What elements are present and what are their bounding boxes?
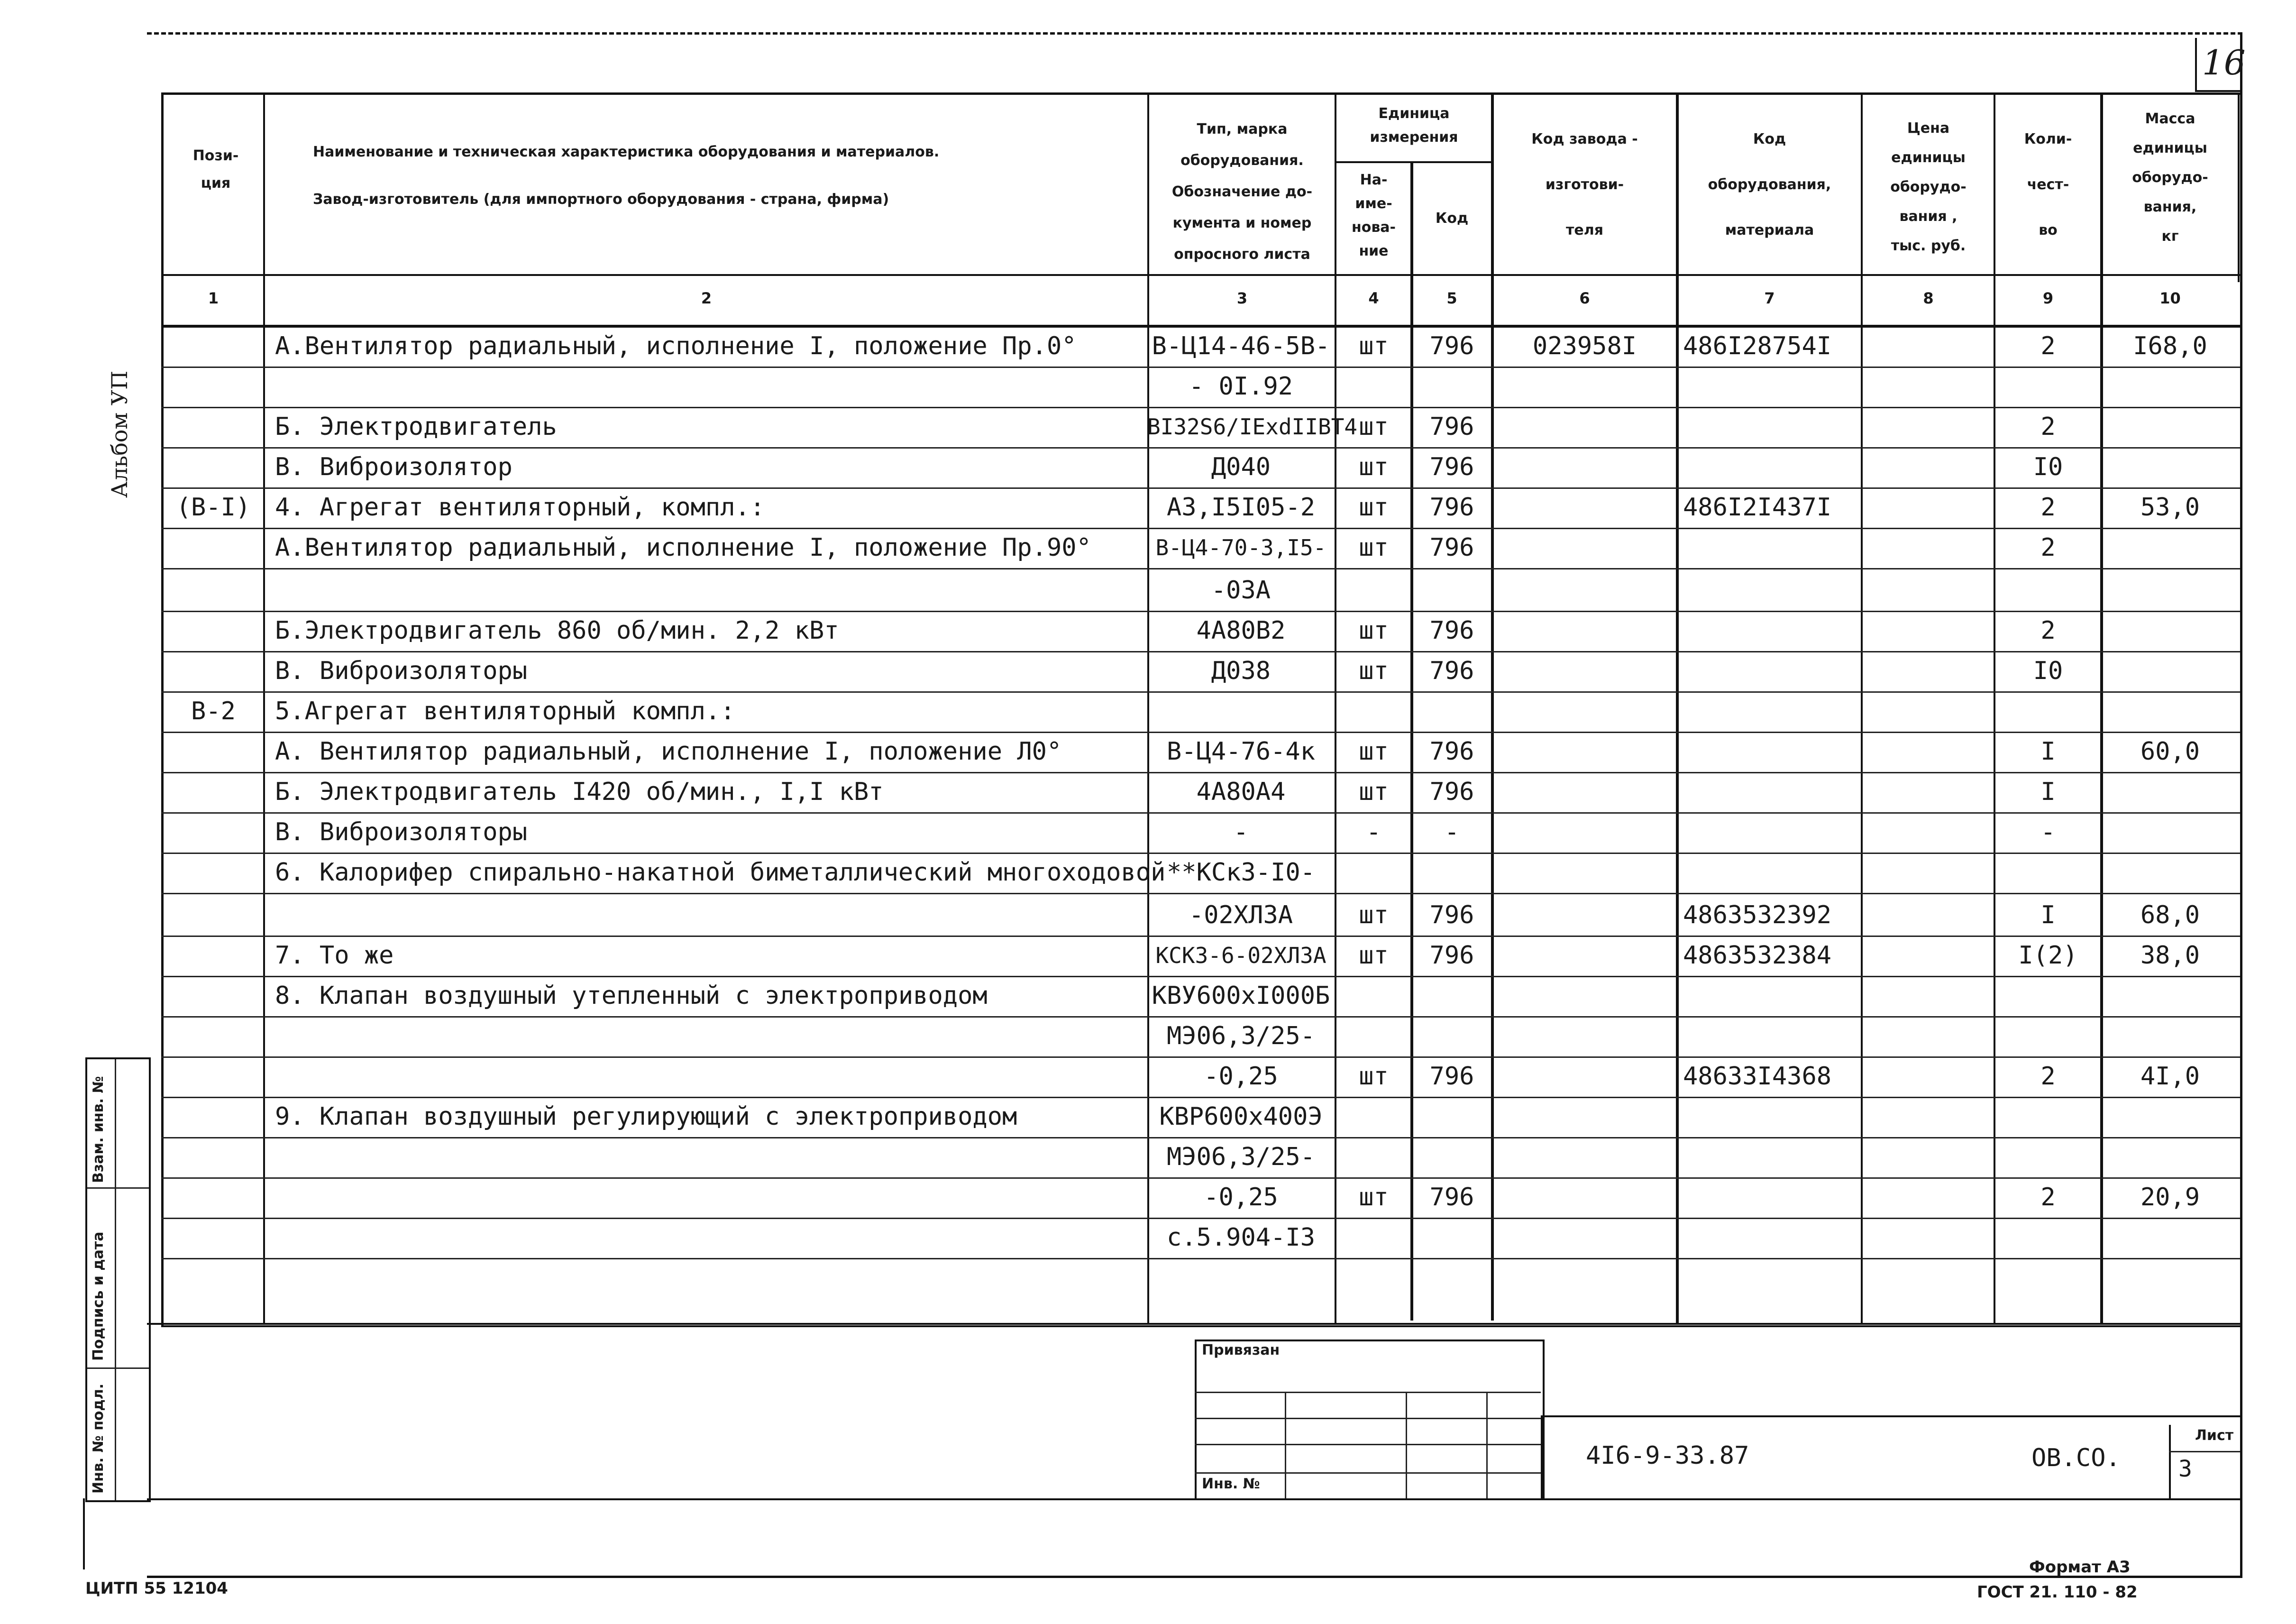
- cell-name: В. Виброизолятор: [275, 453, 512, 481]
- footer-format: Формат А3: [2029, 1558, 2131, 1577]
- cell-qty: I: [2040, 901, 2056, 929]
- cell-unit: шт: [1359, 778, 1389, 806]
- cell-plant: 023958I: [1532, 332, 1637, 360]
- cell-name: Б. Электродвигатель: [275, 413, 557, 441]
- cell-mass: 53,0: [2140, 493, 2200, 522]
- cell-equip: 486I28754I: [1683, 332, 1832, 360]
- hdr-price: Цена единицы оборудо- вания , тыс. руб.: [1890, 120, 1967, 254]
- cell-code: 796: [1429, 493, 1474, 522]
- cell-type: В-Ц4-76-4к: [1166, 737, 1316, 766]
- cell-mass: 20,9: [2140, 1183, 2200, 1211]
- title-block-top: [147, 1323, 2240, 1325]
- cell-code: 796: [1429, 901, 1474, 929]
- cell-name: 6. Калорифер спирально-накатной биметаллический многоходовой: [275, 858, 1166, 887]
- cell-type: МЭ06,3/25-: [1166, 1143, 1316, 1171]
- cell-unit: шт: [1359, 1183, 1389, 1211]
- cell-name: 7. То же: [275, 941, 394, 970]
- cell-qty: 2: [2040, 1062, 2056, 1091]
- cell-type: 4А80В2: [1196, 616, 1286, 645]
- cell-unit: шт: [1359, 657, 1389, 685]
- cell-type: -0,25: [1204, 1062, 1278, 1091]
- footer-left: ЦИТП 55 12104: [85, 1579, 228, 1598]
- cell-type: В-Ц14-46-5В-: [1152, 332, 1330, 360]
- cell-qty: 2: [2040, 413, 2056, 441]
- cell-qty: I(2): [2018, 941, 2078, 970]
- cell-qty: 2: [2040, 616, 2056, 645]
- hdr-type: Тип, марка оборудования. Обозначение до- кумента и номер опросного листа: [1171, 121, 1313, 263]
- cell-unit: шт: [1359, 616, 1389, 645]
- colnum-3: 3: [1236, 289, 1248, 307]
- doc-mark: ОВ.СО.: [2031, 1444, 2121, 1472]
- inv-no-label: Инв. №: [1202, 1476, 1260, 1492]
- cell-qty: I0: [2033, 453, 2063, 481]
- cell-code: 796: [1429, 778, 1474, 806]
- cell-unit: шт: [1359, 533, 1389, 562]
- cell-name: А.Вентилятор радиальный, исполнение I, положение Пр.0°: [275, 332, 1077, 360]
- cell-type: А3,I5I05-2: [1166, 493, 1316, 522]
- cell-unit: шт: [1359, 1062, 1389, 1091]
- cell-qty: 2: [2040, 1183, 2056, 1211]
- sheet-value: 3: [2178, 1456, 2192, 1482]
- cell-equip: 4863532392: [1683, 901, 1832, 929]
- cell-equip: 486I2I437I: [1683, 493, 1832, 522]
- cell-unit: шт: [1359, 493, 1389, 522]
- cell-unit: -: [1366, 818, 1381, 846]
- sheet-label: Лист: [2195, 1427, 2234, 1444]
- hdr-mass: Масса единицы оборудо- вания, кг: [2132, 110, 2208, 245]
- cell-code: -: [1444, 818, 1460, 846]
- cell-mass: I68,0: [2133, 332, 2207, 360]
- cell-type: **КСк3-I0-: [1166, 858, 1316, 887]
- cell-type: - 0I.92: [1189, 372, 1293, 401]
- cell-qty: I: [2040, 778, 2056, 806]
- cell-type: КВУ600хI000Б: [1152, 982, 1330, 1010]
- cell-name: 4. Агрегат вентиляторный, компл.:: [275, 493, 765, 522]
- cell-unit: шт: [1359, 332, 1389, 360]
- hdr-name-1: Наименование и техническая характеристика оборудования и материалов.: [313, 144, 940, 160]
- cell-type: Д038: [1211, 657, 1271, 685]
- hdr-unit-code: Код: [1435, 210, 1469, 227]
- cell-mass: 68,0: [2140, 901, 2200, 929]
- row-divider: [161, 893, 2240, 894]
- cell-qty: 2: [2040, 332, 2056, 360]
- cell-pos: (В-I): [176, 493, 251, 522]
- colnum-10: 10: [2159, 289, 2181, 307]
- cell-type: КСК3-6-02ХЛ3А: [1155, 943, 1326, 968]
- cell-type: МЭ06,3/25-: [1166, 1022, 1316, 1050]
- cell-name: Б.Электродвигатель 860 об/мин. 2,2 кВт: [275, 616, 839, 645]
- cell-unit: шт: [1359, 413, 1389, 441]
- cell-code: 796: [1429, 737, 1474, 766]
- album-label: Альбом УП: [107, 370, 132, 498]
- cell-mass: 38,0: [2140, 941, 2200, 970]
- colnum-1: 1: [208, 289, 219, 307]
- colnum-7: 7: [1764, 289, 1775, 307]
- cell-unit: шт: [1359, 453, 1389, 481]
- cell-type: -0,25: [1204, 1183, 1278, 1211]
- sheet-number: 16: [2202, 43, 2246, 83]
- cell-qty: 2: [2040, 493, 2056, 522]
- cell-code: 796: [1429, 453, 1474, 481]
- cell-name: Б. Электродвигатель I420 об/мин., I,I кВт: [275, 778, 884, 806]
- cell-code: 796: [1429, 1183, 1474, 1211]
- hdr-equip-code: Код оборудования, материала: [1708, 131, 1831, 239]
- cell-qty: 2: [2040, 533, 2056, 562]
- cell-type: -02ХЛ3А: [1189, 901, 1293, 929]
- cell-name: В. Виброизоляторы: [275, 657, 528, 685]
- cell-type: BI32S6/IExdIIBT4: [1147, 414, 1358, 440]
- colnum-9: 9: [2042, 289, 2054, 307]
- stamp-inv-orig: Инв. № подл.: [90, 1383, 107, 1494]
- cell-code: 796: [1429, 657, 1474, 685]
- cell-code: 796: [1429, 533, 1474, 562]
- cell-name: В. Виброизоляторы: [275, 818, 528, 846]
- hdr-unit-name: На- име- нова- ние: [1351, 172, 1396, 259]
- colnum-6: 6: [1579, 289, 1590, 307]
- cell-unit: шт: [1359, 901, 1389, 929]
- stamp-sign-date: Подпись и дата: [90, 1231, 107, 1361]
- cell-type: 4А80А4: [1196, 778, 1286, 806]
- cell-mass: 60,0: [2140, 737, 2200, 766]
- cell-code: 796: [1429, 941, 1474, 970]
- hdr-position: Пози- ция: [192, 147, 239, 192]
- cell-code: 796: [1429, 332, 1474, 360]
- cell-type: с.5.904-I3: [1166, 1223, 1316, 1252]
- colnum-8: 8: [1923, 289, 1934, 307]
- cell-qty: I: [2040, 737, 2056, 766]
- colnum-2: 2: [701, 289, 712, 307]
- cell-type: -: [1233, 818, 1249, 846]
- hdr-qty: Коли- чест- во: [2024, 131, 2072, 239]
- cell-code: 796: [1429, 413, 1474, 441]
- row-divider: [161, 1258, 2240, 1259]
- doc-code: 4I6-9-33.87: [1586, 1441, 1749, 1470]
- cell-type: Д040: [1211, 453, 1271, 481]
- hdr-plant-code: Код завода - изготови- теля: [1531, 131, 1638, 239]
- hdr-unit-group: Единица измерения: [1370, 105, 1458, 146]
- cell-unit: шт: [1359, 737, 1389, 766]
- cell-type: -03А: [1211, 576, 1271, 605]
- hdr-name-2: Завод-изготовитель (для импортного оборудования - страна, фирма): [313, 191, 889, 208]
- cell-mass: 4I,0: [2140, 1062, 2200, 1091]
- cell-name: А.Вентилятор радиальный, исполнение I, положение Пр.90°: [275, 533, 1091, 562]
- cell-equip: 4863532384: [1683, 941, 1832, 970]
- colnum-4: 4: [1368, 289, 1379, 307]
- cell-code: 796: [1429, 616, 1474, 645]
- cell-name: 8. Клапан воздушный утепленный с электроприводом: [275, 982, 988, 1010]
- cell-name: 5.Агрегат вентиляторный компл.:: [275, 697, 735, 725]
- cell-type: КВР600х400Э: [1159, 1102, 1323, 1131]
- stamp-replace-inv: Взам. инв. №: [90, 1076, 107, 1183]
- cell-unit: шт: [1359, 941, 1389, 970]
- privyazan-label: Привязан: [1202, 1342, 1280, 1358]
- row-divider: [161, 568, 2240, 569]
- cell-qty: -: [2040, 818, 2056, 846]
- footer-gost: ГОСТ 21. 110 - 82: [1977, 1583, 2138, 1602]
- cell-name: А. Вентилятор радиальный, исполнение I, положение Л0°: [275, 737, 1062, 766]
- cell-type: В-Ц4-70-3,I5-: [1155, 535, 1326, 560]
- header-bottom-line: [161, 274, 2240, 276]
- colnum-5: 5: [1446, 289, 1457, 307]
- cell-code: 796: [1429, 1062, 1474, 1091]
- outer-left-border: [83, 1498, 85, 1569]
- cell-pos: В-2: [191, 697, 236, 725]
- cell-qty: I0: [2033, 657, 2063, 685]
- cell-equip: 48633I4368: [1683, 1062, 1832, 1091]
- cell-name: 9. Клапан воздушный регулирующий с электроприводом: [275, 1102, 1017, 1131]
